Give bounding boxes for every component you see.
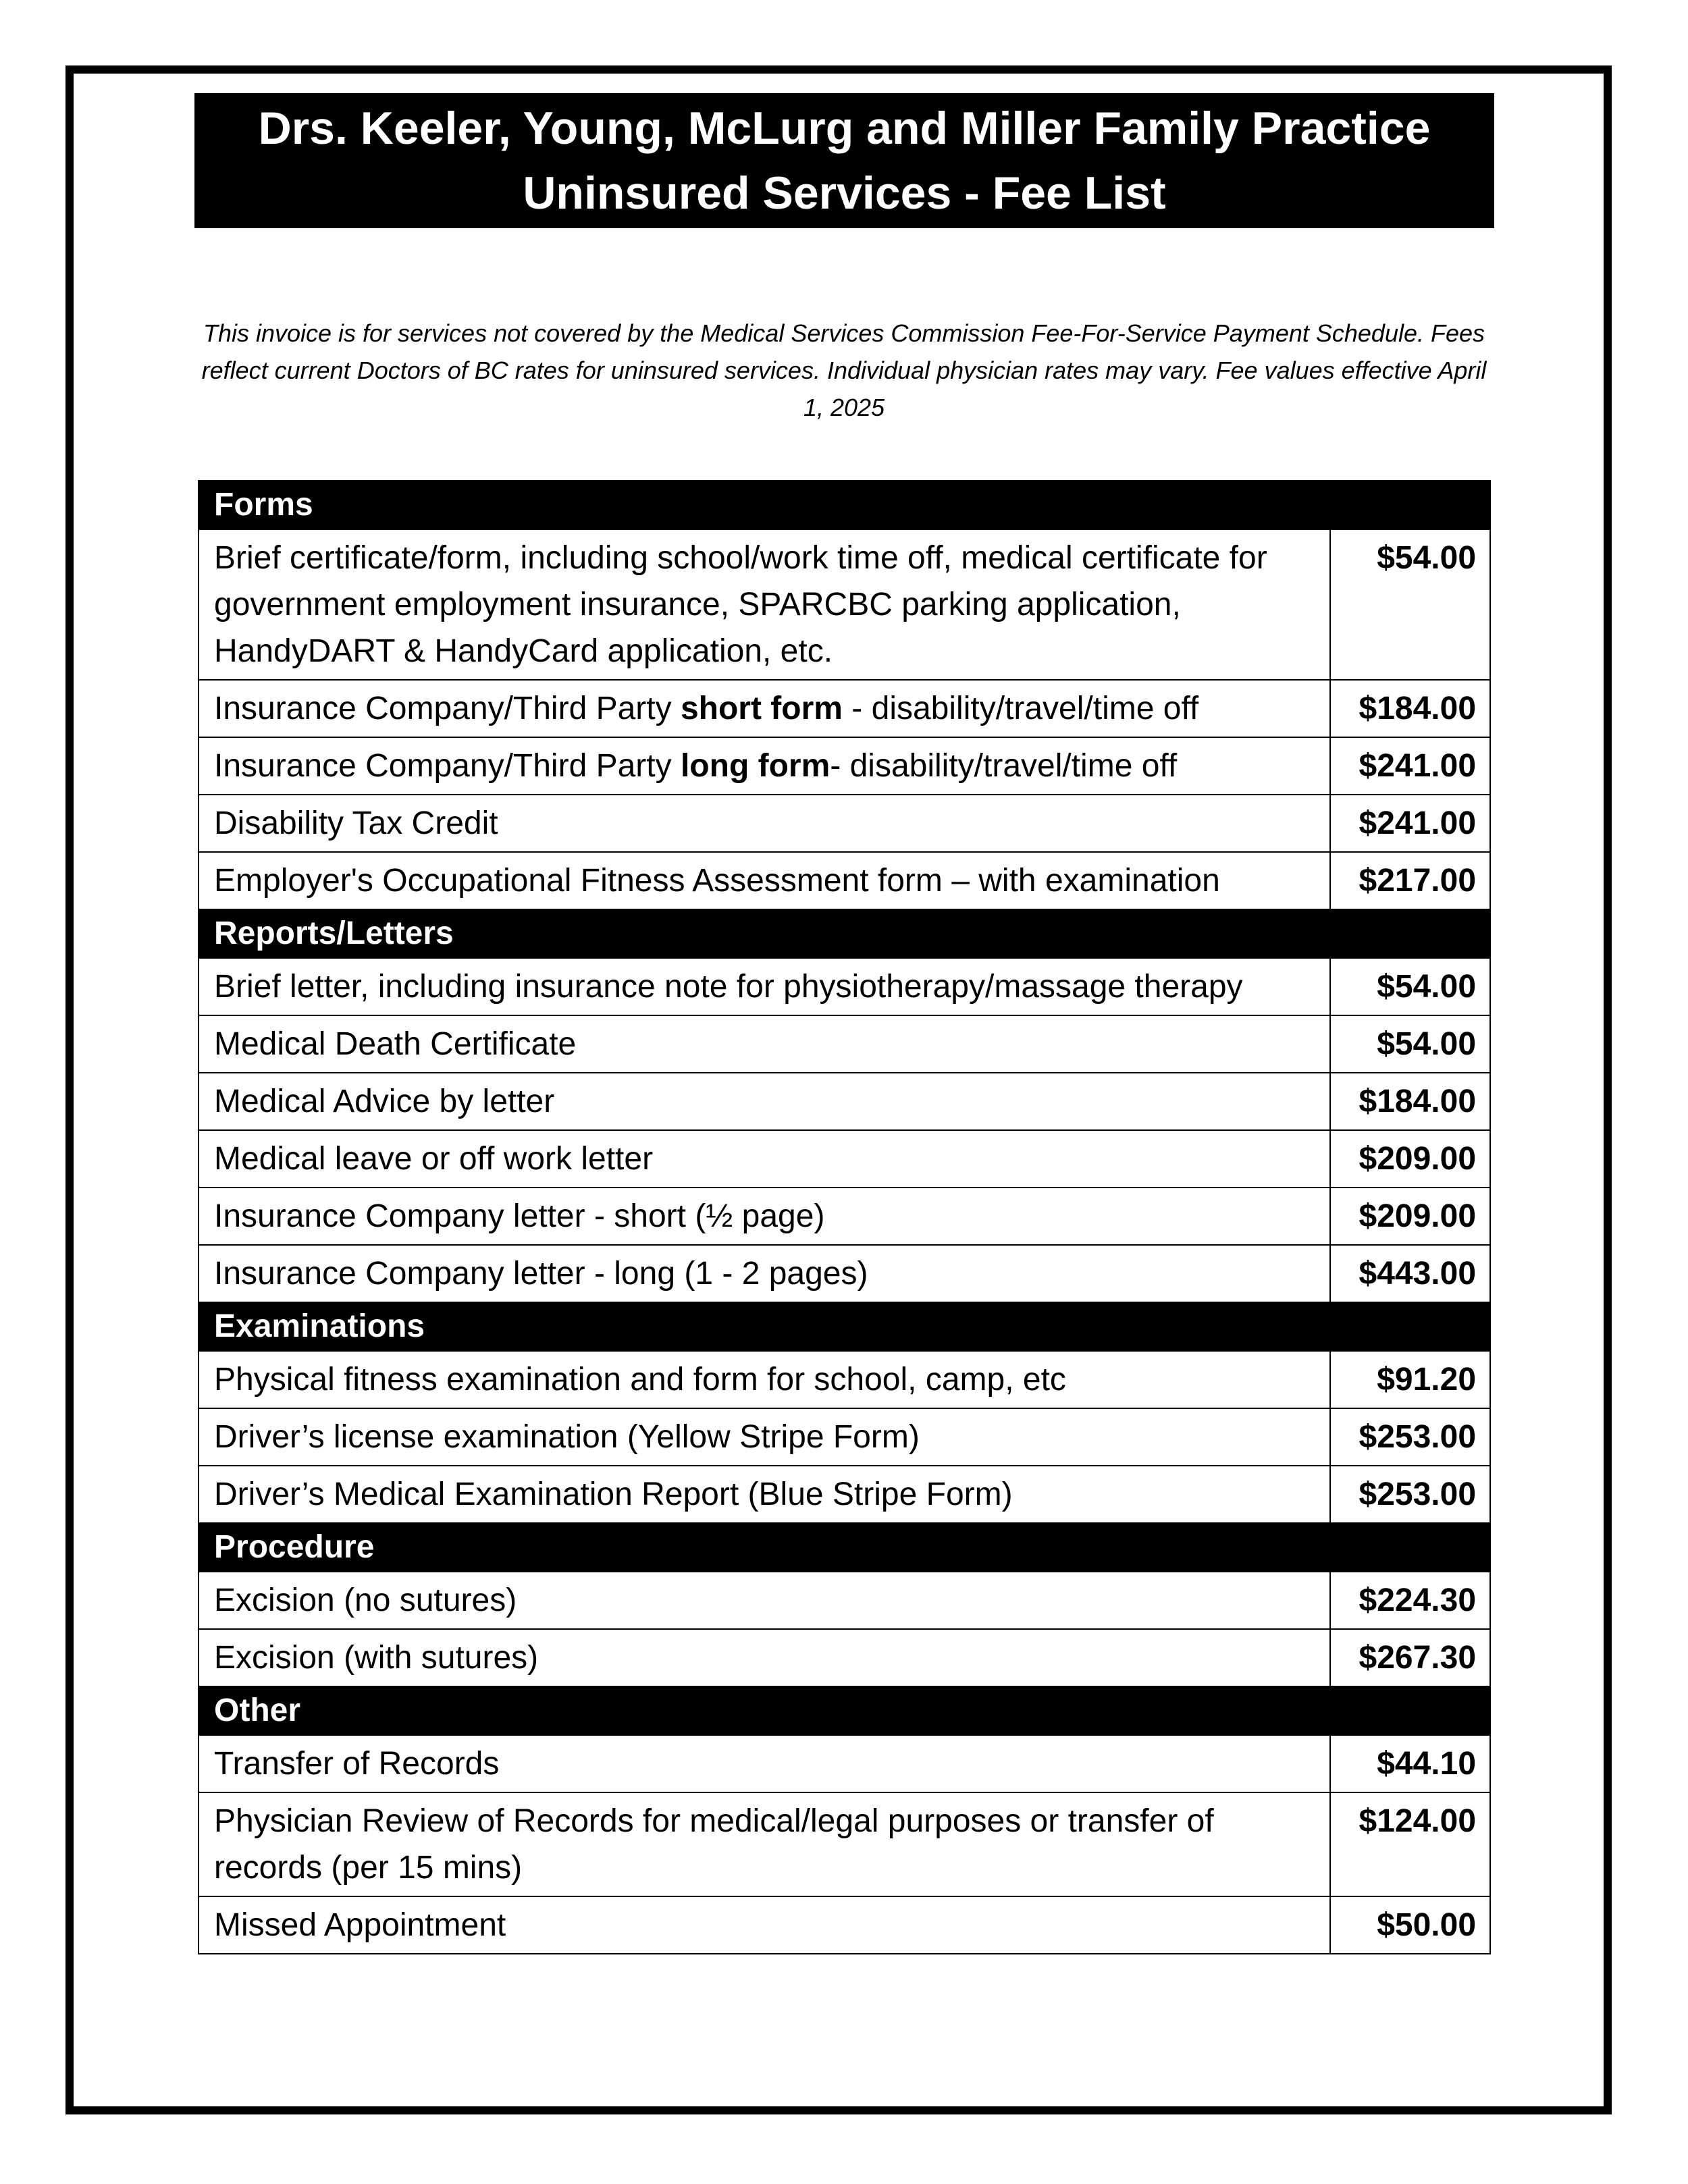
table-row xyxy=(199,1015,1490,1073)
service-fee: $50.00 xyxy=(1330,1896,1490,1954)
service-fee: $443.00 xyxy=(1330,1245,1490,1302)
table-row xyxy=(199,1792,1490,1896)
table-row xyxy=(199,958,1490,1015)
document-subtitle: Uninsured Services - Fee List xyxy=(523,167,1166,219)
description-emphasis: long form xyxy=(680,748,830,784)
section-header-procedure xyxy=(199,1523,1490,1572)
section-title: Other xyxy=(199,1686,1490,1735)
service-fee: $253.00 xyxy=(1330,1408,1490,1466)
description-text: Insurance Company/Third Party xyxy=(214,748,681,784)
service-fee: $124.00 xyxy=(1330,1792,1490,1896)
table-row xyxy=(199,1130,1490,1188)
service-fee: $241.00 xyxy=(1330,737,1490,795)
table-row xyxy=(199,737,1490,795)
service-fee: $209.00 xyxy=(1330,1130,1490,1188)
section-title: Reports/Letters xyxy=(199,909,1490,958)
service-description: Excision (with sutures) xyxy=(199,1629,1330,1686)
table-row xyxy=(199,1408,1490,1466)
service-description: Employer's Occupational Fitness Assessment form – with examination xyxy=(199,852,1330,909)
service-fee: $267.30 xyxy=(1330,1629,1490,1686)
description-emphasis: short form xyxy=(680,691,843,726)
section-header-examinations xyxy=(199,1302,1490,1351)
service-description xyxy=(199,680,1330,737)
service-fee: $253.00 xyxy=(1330,1466,1490,1523)
service-fee: $217.00 xyxy=(1330,852,1490,909)
table-row xyxy=(199,1188,1490,1245)
service-fee: $54.00 xyxy=(1330,529,1490,680)
description-text: - disability/travel/time off xyxy=(830,748,1178,784)
table-row xyxy=(199,1572,1490,1629)
section-title: Examinations xyxy=(199,1302,1490,1351)
description-text: - disability/travel/time off xyxy=(842,691,1199,726)
document-title xyxy=(194,93,1494,228)
table-row xyxy=(199,1245,1490,1302)
service-description: Driver’s Medical Examination Report (Blue Stripe Form) xyxy=(199,1466,1330,1523)
table-row xyxy=(199,1073,1490,1130)
section-title: Procedure xyxy=(199,1523,1490,1572)
service-description: Brief letter, including insurance note for physiotherapy/massage therapy xyxy=(199,958,1330,1015)
intro-disclaimer: This invoice is for services not covered by the Medical Services Commission Fee-For-Service Payment Schedule. Fees reflect current Doctors of BC rates for uninsured services. Individual physician rates may vary. Fee values effective April 1, 2025 xyxy=(201,319,1487,421)
table-row xyxy=(199,1351,1490,1408)
table-row xyxy=(199,1735,1490,1792)
service-fee: $54.00 xyxy=(1330,1015,1490,1073)
section-title: Forms xyxy=(199,481,1490,529)
service-fee: $241.00 xyxy=(1330,795,1490,852)
service-description: Medical leave or off work letter xyxy=(199,1130,1330,1188)
table-row xyxy=(199,852,1490,909)
table-row xyxy=(199,1466,1490,1523)
table-row xyxy=(199,529,1490,680)
table-row xyxy=(199,1896,1490,1954)
service-fee: $224.30 xyxy=(1330,1572,1490,1629)
service-description: Disability Tax Credit xyxy=(199,795,1330,852)
service-description: Brief certificate/form, including school/work time off, medical certificate for government employment insurance, SPARCBC parking application, HandyDART & HandyCard application, etc. xyxy=(199,529,1330,680)
service-fee: $91.20 xyxy=(1330,1351,1490,1408)
service-description: Excision (no sutures) xyxy=(199,1572,1330,1629)
service-description: Missed Appointment xyxy=(199,1896,1330,1954)
service-description: Transfer of Records xyxy=(199,1735,1330,1792)
service-description xyxy=(199,737,1330,795)
service-fee: $184.00 xyxy=(1330,680,1490,737)
table-row xyxy=(199,1629,1490,1686)
fee-table xyxy=(198,480,1491,1954)
service-description: Physical fitness examination and form for school, camp, etc xyxy=(199,1351,1330,1408)
practice-name: Drs. Keeler, Young, McLurg and Miller Family Practice xyxy=(258,103,1431,154)
table-row xyxy=(199,795,1490,852)
service-description: Medical Advice by letter xyxy=(199,1073,1330,1130)
table-row xyxy=(199,680,1490,737)
service-description: Driver’s license examination (Yellow Stripe Form) xyxy=(199,1408,1330,1466)
section-header-forms xyxy=(199,481,1490,529)
service-fee: $44.10 xyxy=(1330,1735,1490,1792)
service-description: Physician Review of Records for medical/legal purposes or transfer of records (per 15 mins) xyxy=(199,1792,1330,1896)
service-fee: $54.00 xyxy=(1330,958,1490,1015)
service-fee: $209.00 xyxy=(1330,1188,1490,1245)
section-header-other xyxy=(199,1686,1490,1735)
service-fee: $184.00 xyxy=(1330,1073,1490,1130)
section-header-reports-letters xyxy=(199,909,1490,958)
service-description: Insurance Company letter - short (½ page) xyxy=(199,1188,1330,1245)
service-description: Insurance Company letter - long (1 - 2 pages) xyxy=(199,1245,1330,1302)
service-description: Medical Death Certificate xyxy=(199,1015,1330,1073)
description-text: Insurance Company/Third Party xyxy=(214,691,681,726)
